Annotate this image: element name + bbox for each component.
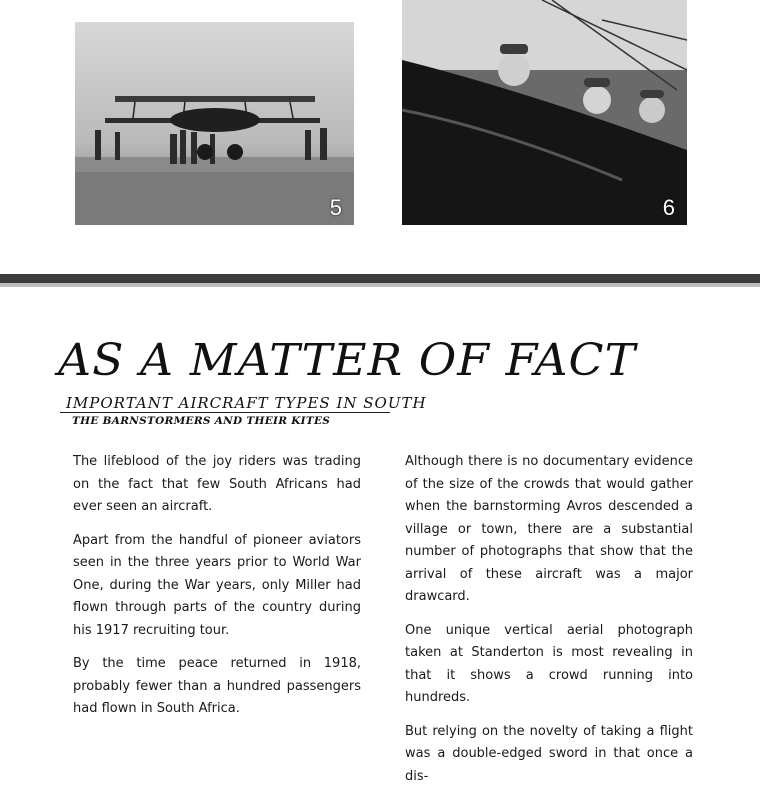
article-headline: AS A MATTER OF FACT	[58, 335, 637, 386]
paragraph: The lifeblood of the joy riders was trading on the fact that few South Africans had ever seen an aircraft.	[73, 454, 361, 514]
paragraph: By the time peace returned in 1918, probably fewer than a hundred passengers had flown in South Africa.	[73, 656, 361, 716]
article-page	[0, 287, 760, 784]
photo-aviators	[402, 0, 687, 225]
paragraph: One unique vertical aerial photograph taken at Standerton is most revealing in that it shows a crowd running into hundreds.	[405, 622, 693, 705]
photo-biplane	[75, 22, 354, 225]
paragraph: But relying on the novelty of taking a flight was a double-edged sword in that once a dis-	[405, 723, 693, 784]
article-column-left	[73, 451, 361, 732]
page-divider	[0, 274, 760, 283]
paragraph: Although there is no documentary evidence of the size of the crowds that would gather when the barnstorming Avros descended a village or town, there are a substantial number of photographs that show that the arrival of these aircraft was a major drawcard.	[405, 454, 693, 604]
article-subsubhead: THE BARNSTORMERS AND THEIR KITES	[72, 415, 331, 427]
previous-page	[0, 0, 760, 274]
subhead-rule	[60, 412, 390, 413]
paragraph: Apart from the handful of pioneer aviators seen in the three years prior to World War One, during the War years, only Miller had flown through parts of the country during his 1917 recruiting tour.	[73, 532, 361, 638]
photo-number: 5	[329, 195, 342, 220]
photo-number: 6	[662, 195, 675, 220]
article-subhead: IMPORTANT AIRCRAFT TYPES IN SOUTH	[66, 394, 427, 412]
article-column-right	[405, 451, 693, 799]
